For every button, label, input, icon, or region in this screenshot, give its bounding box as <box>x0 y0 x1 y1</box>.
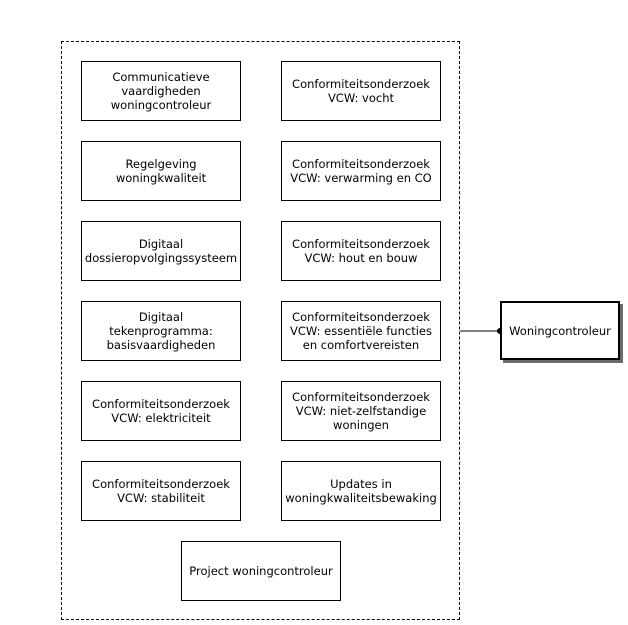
module-conformiteitsonderzoek-stabiliteit[interactable]: Conformiteitsonderzoek VCW: stabiliteit <box>81 461 241 521</box>
module-regelgeving-woningkwaliteit[interactable]: Regelgeving woningkwaliteit <box>81 141 241 201</box>
module-conformiteitsonderzoek-hout-bouw[interactable]: Conformiteitsonderzoek VCW: hout en bouw <box>281 221 441 281</box>
module-updates-woningkwaliteitsbewaking[interactable]: Updates in woningkwaliteitsbewaking <box>281 461 441 521</box>
module-digitaal-tekenprogramma[interactable]: Digitaal tekenprogramma: basisvaardigheden <box>81 301 241 361</box>
module-conformiteitsonderzoek-elektriciteit[interactable]: Conformiteitsonderzoek VCW: elektriciteit <box>81 381 241 441</box>
module-digitaal-dossieropvolgingssysteem[interactable]: Digitaal dossieropvolgingssysteem <box>81 221 241 281</box>
module-communicatieve-vaardigheden[interactable]: Communicatieve vaardigheden woningcontroleur <box>81 61 241 121</box>
module-conformiteitsonderzoek-essentiele-functies[interactable]: Conformiteitsonderzoek VCW: essentiële functies en comfortvereisten <box>281 301 441 361</box>
module-project-woningcontroleur[interactable]: Project woningcontroleur <box>181 541 341 601</box>
module-conformiteitsonderzoek-verwarming[interactable]: Conformiteitsonderzoek VCW: verwarming en CO <box>281 141 441 201</box>
module-conformiteitsonderzoek-niet-zelfstandige[interactable]: Conformiteitsonderzoek VCW: niet-zelfstandige woningen <box>281 381 441 441</box>
node-woningcontroleur[interactable]: Woningcontroleur <box>500 301 620 360</box>
module-conformiteitsonderzoek-vocht[interactable]: Conformiteitsonderzoek VCW: vocht <box>281 61 441 121</box>
